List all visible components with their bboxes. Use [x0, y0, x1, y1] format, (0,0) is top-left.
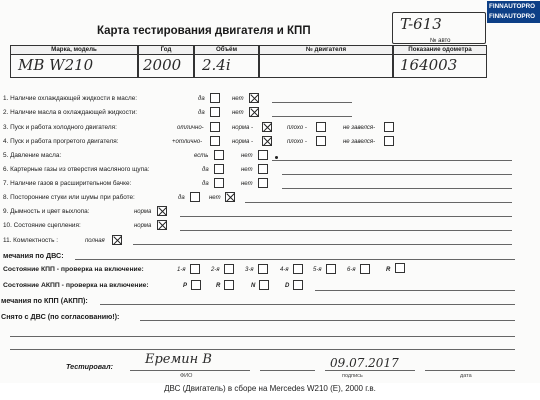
notes-line	[272, 116, 352, 117]
checkbox-gear-4[interactable]	[293, 264, 303, 274]
notes-line	[315, 290, 515, 291]
gear-label: 6-я	[347, 267, 356, 273]
checkbox-gear-r[interactable]	[395, 263, 405, 273]
notes-line	[282, 188, 512, 189]
checkbox-item1-no[interactable]	[249, 93, 259, 103]
volume-value: 2.4i	[202, 56, 231, 74]
option-norm: норма	[134, 223, 152, 229]
kpp-notes-heading: мечания по КПП (АКПП):	[1, 296, 88, 305]
gear-label: 1-я	[177, 267, 186, 273]
option-norm: норма	[134, 209, 152, 215]
checkbox-item8-yes[interactable]	[190, 192, 200, 202]
option-normal: норма -	[232, 139, 254, 145]
date-caption: дата	[460, 373, 472, 379]
gear-label: P	[183, 283, 188, 289]
checkbox-akpp-d[interactable]	[293, 280, 303, 290]
checkbox-item2-no[interactable]	[249, 107, 259, 117]
option-excellent: +отлично-	[172, 139, 203, 145]
option-no: нет	[232, 96, 244, 102]
checkbox-item1-yes[interactable]	[210, 93, 220, 103]
notes-line	[100, 304, 515, 305]
checkbox-akpp-r[interactable]	[224, 280, 234, 290]
gear-label: 4-я	[280, 267, 289, 273]
checkbox-gear-2[interactable]	[224, 264, 234, 274]
tested-by-label: Тестировал:	[66, 362, 113, 371]
name-caption: ФИО	[180, 373, 193, 379]
checkbox-item9-norm[interactable]	[157, 206, 167, 216]
odometer-value: 164003	[400, 56, 458, 74]
finnautopro-logo	[487, 1, 540, 23]
item-label: 10. Состояние сцепления:	[3, 222, 81, 229]
item-label: 7. Наличие газов в расширительном бачке:	[3, 180, 132, 187]
checkbox-akpp-n[interactable]	[259, 280, 269, 290]
checkbox-item6-no[interactable]	[258, 164, 268, 174]
notes-line	[272, 102, 352, 103]
gear-label: R	[386, 267, 391, 273]
item-label: 3. Пуск и работа холодного двигателя:	[3, 124, 117, 131]
signature-line	[260, 370, 315, 371]
checkbox-item7-yes[interactable]	[214, 178, 224, 188]
gear-label: 5-я	[313, 267, 322, 273]
item-label: 5. Давление масла:	[3, 152, 62, 159]
logo-text: FINNAUTOPRO	[489, 3, 536, 10]
option-bad: плохо -	[287, 139, 307, 145]
option-full: полная	[85, 238, 105, 244]
sign-caption: подпись	[342, 373, 363, 379]
checkbox-akpp-p[interactable]	[191, 280, 201, 290]
checkbox-item4-not-started[interactable]	[384, 136, 394, 146]
checkbox-item2-yes[interactable]	[210, 107, 220, 117]
checkbox-gear-3[interactable]	[258, 264, 268, 274]
logo-text-2: FINNAUTOPRO	[489, 13, 536, 20]
notes-line	[133, 244, 512, 245]
item-label: 9. Дымность и цвет выхлопа:	[3, 208, 90, 215]
gear-label: 3-я	[245, 267, 254, 273]
notes-line	[282, 174, 512, 175]
notes-line	[10, 336, 515, 337]
option-yes: да	[202, 181, 209, 187]
checkbox-item3-not-started[interactable]	[384, 122, 394, 132]
checkbox-item4-bad[interactable]	[316, 136, 326, 146]
make-model-value: MB W210	[18, 56, 94, 74]
year-value: 2000	[143, 56, 182, 74]
option-bad: плохо -	[287, 125, 307, 131]
notes-line	[180, 216, 512, 217]
option-normal: норма -	[232, 125, 254, 131]
option-yes: да	[178, 195, 185, 201]
gear-label: N	[251, 283, 256, 289]
gear-label: D	[285, 283, 290, 289]
notes-line	[180, 230, 512, 231]
dvs-notes-heading: мечания по ДВС:	[3, 251, 64, 260]
notes-line	[272, 160, 512, 161]
col-engine-no: № двигателя	[259, 45, 393, 55]
option-no: нет	[232, 110, 244, 116]
checkbox-item7-no[interactable]	[258, 178, 268, 188]
document-title: Карта тестирования двигателя и КПП	[97, 25, 311, 37]
checkbox-gear-6[interactable]	[360, 264, 370, 274]
option-yes: да	[198, 96, 205, 102]
checkbox-item11-full[interactable]	[112, 235, 122, 245]
item-label: 4. Пуск и работа прогретого двигателя:	[3, 138, 119, 145]
option-no: нет	[241, 167, 253, 173]
test-date: 09.07.2017	[330, 356, 399, 370]
auto-number-label: № авто	[430, 38, 451, 44]
removed-heading: Снято с ДВС (по согласованию!):	[1, 312, 120, 321]
signature-line	[425, 370, 515, 371]
col-year: Год	[138, 45, 194, 55]
checkbox-item6-yes[interactable]	[214, 164, 224, 174]
signature-line	[130, 370, 250, 371]
checkbox-item5-no[interactable]	[258, 150, 268, 160]
gear-label: 2-я	[211, 267, 220, 273]
checkbox-item3-excellent[interactable]	[210, 122, 220, 132]
option-not-started: не завелся-	[343, 125, 376, 131]
checkbox-gear-5[interactable]	[326, 264, 336, 274]
checkbox-item4-excellent[interactable]	[210, 136, 220, 146]
date-line	[325, 370, 415, 371]
engine-no-cell	[259, 55, 393, 78]
option-present: есть	[194, 153, 209, 159]
checkbox-item3-bad[interactable]	[316, 122, 326, 132]
checkbox-item4-normal[interactable]	[262, 136, 272, 146]
gear-label: R	[216, 283, 221, 289]
checkbox-item5-present[interactable]	[214, 150, 224, 160]
col-volume: Объём	[194, 45, 259, 55]
item-label: 1. Наличие охлаждающей жидкости в масле:	[3, 95, 138, 102]
notes-line	[10, 349, 515, 350]
checkbox-item8-no[interactable]	[225, 192, 235, 202]
notes-line	[140, 320, 515, 321]
notes-line	[75, 259, 515, 260]
col-odometer: Показание одометра	[393, 45, 487, 55]
ink-mark	[275, 156, 278, 159]
akpp-check-heading: Состояние АКПП - проверка на включение:	[3, 282, 149, 289]
notes-line	[245, 202, 512, 203]
option-no: нет	[241, 153, 253, 159]
item-label: 11. Комлектность :	[3, 237, 59, 244]
item-label: 6. Картерные газы из отверстия масляного щупа:	[3, 166, 150, 173]
stamp-number: T-613	[400, 15, 442, 33]
option-yes: да	[202, 167, 209, 173]
col-make-model: Марка, модель	[10, 45, 138, 55]
item-label: 8. Посторонние стуки или шумы при работе:	[3, 194, 135, 201]
photo-caption: ДВС (Двигатель) в сборе на Mercedes W210 (E), 2000 г.в.	[0, 383, 540, 400]
option-yes: да	[198, 110, 205, 116]
checkbox-item3-normal[interactable]	[262, 122, 272, 132]
kpp-check-heading: Состояние КПП - проверка на включение:	[3, 266, 144, 273]
checkbox-gear-1[interactable]	[190, 264, 200, 274]
checkbox-item10-norm[interactable]	[157, 220, 167, 230]
item-label: 2. Наличие масла в охлаждающей жидкости:	[3, 109, 138, 116]
option-not-started: не завелся-	[343, 139, 376, 145]
option-excellent: отлично-	[177, 125, 204, 131]
option-no: нет	[241, 181, 253, 187]
option-no: нет	[209, 195, 221, 201]
tester-name: Еремин В	[145, 352, 212, 367]
